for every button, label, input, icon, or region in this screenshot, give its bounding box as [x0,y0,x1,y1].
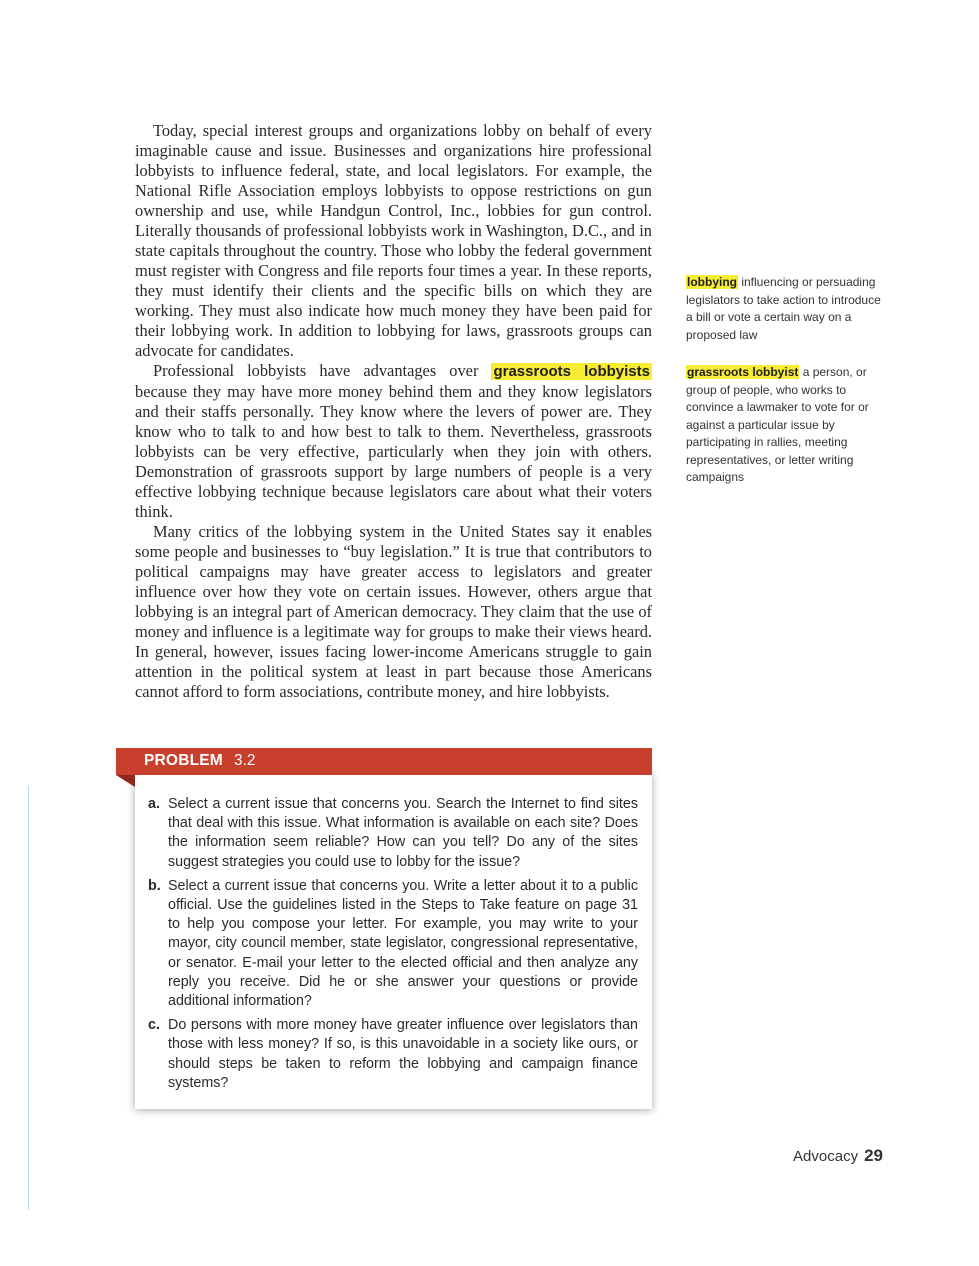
page-number: 29 [864,1146,883,1165]
main-text [135,121,652,702]
paragraph-3: Many critics of the lobbying system in the United States say it enables some people and businesses to “buy legislation.” It is true that contributors to political campaigns may have greater access to legislators and greater influence over how they vote on certain issues. However, others argue that lobbying is an integral part of American democracy. They claim that the use of money and influence is a legitimate way for groups to make their views heard. In general, however, issues facing lower-income Americans struggle to gain attention in the political system at least in part because those Americans cannot afford to form associations, contribute money, and hire lobbyists. [135,522,652,701]
glossary-definition: a person, or group of people, who works to convince a lawmaker to vote for or against a particular issue by participating in rallies, meeting representatives, or letter writing campaigns [686,365,869,484]
paragraph-2-start: Professional lobbyists have advantages over [153,361,492,380]
problem-item-c [148,1016,638,1093]
problem-item-b [148,877,638,1011]
item-letter: a. [148,796,160,812]
problem-list [148,795,638,1098]
problem-label: PROBLEM [144,752,223,769]
banner-fold [116,775,135,787]
problem-number: 3.2 [234,752,256,769]
glossary-term: lobbying [687,275,737,289]
glossary-entry-lobbying [686,274,886,344]
margin-rule [28,786,29,1210]
item-letter: c. [148,1017,160,1034]
paragraph-2 [135,361,652,522]
problem-item-a [148,795,638,872]
paragraph-2-rest: because they may have more money behind them and they know legislators and their staffs personally. They know where the levers of power are. They know who to talk to and how best to talk to them. Nevertheless, grassroots lobbyists can be very effective, particularly when they join with others. Demonstration of grassroots support by large numbers of people is a very effective lobbying technique because legislators care about what their voters think. [135,382,652,521]
key-term-grassroots-lobbyists: grassroots lobbyists [493,363,650,380]
section-name: Advocacy [793,1148,859,1165]
item-text: Select a current issue that concerns you. Write a letter about it to a public official. Use the guidelines listed in the Steps to Take feature on page 31 to help you compose your letter. For example, you may write to your mayor, city council member, state legislator, congressional representative, or senator. E-mail your letter to the elected official and then analyze any reply you receive. Did he or she answer your questions or provide additional information? [168,877,638,1010]
glossary-term: grassroots lobbyist [687,365,799,379]
problem-banner [116,748,652,775]
item-letter: b. [148,877,161,894]
glossary-entry-grassroots-lobbyist [686,364,886,487]
item-text: Do persons with more money have greater influence over legislators than those with less money? If so, is this unavoidable in a society like ours, or should steps be taken to reform the lobbying and campaign finance systems? [168,1017,638,1091]
glossary-definition: influencing or persuading legislators to take action to introduce a bill or vote a certain way on a proposed law [686,275,881,342]
paragraph-1: Today, special interest groups and organizations lobby on behalf of every imaginable cause and issue. Businesses and organizations hire professional lobbyists to influence federal, state, and local legislators. For example, the National Rifle Association employs lobbyists to oppose restrictions on gun ownership and use, while Handgun Control, Inc., lobbies for gun control. Literally thousands of professional lobbyists work in Washington, D.C., and in state capitals throughout the country. Those who lobby the federal government must register with Congress and file reports four times a year. In these reports, they must identify their clients and the specific bills on which they are working. They must also indicate how much money they have been paid for their lobbying work. In addition to lobbying for laws, grassroots groups can advocate for candidates. [135,121,652,360]
item-text: Select a current issue that concerns you. Search the Internet to find sites that deal with this issue. What information is available on each site? Does the information seem reliable? How can you tell? Do any of the sites suggest strategies you could use to lobby for the issue? [168,796,638,870]
page-footer [793,1146,883,1166]
